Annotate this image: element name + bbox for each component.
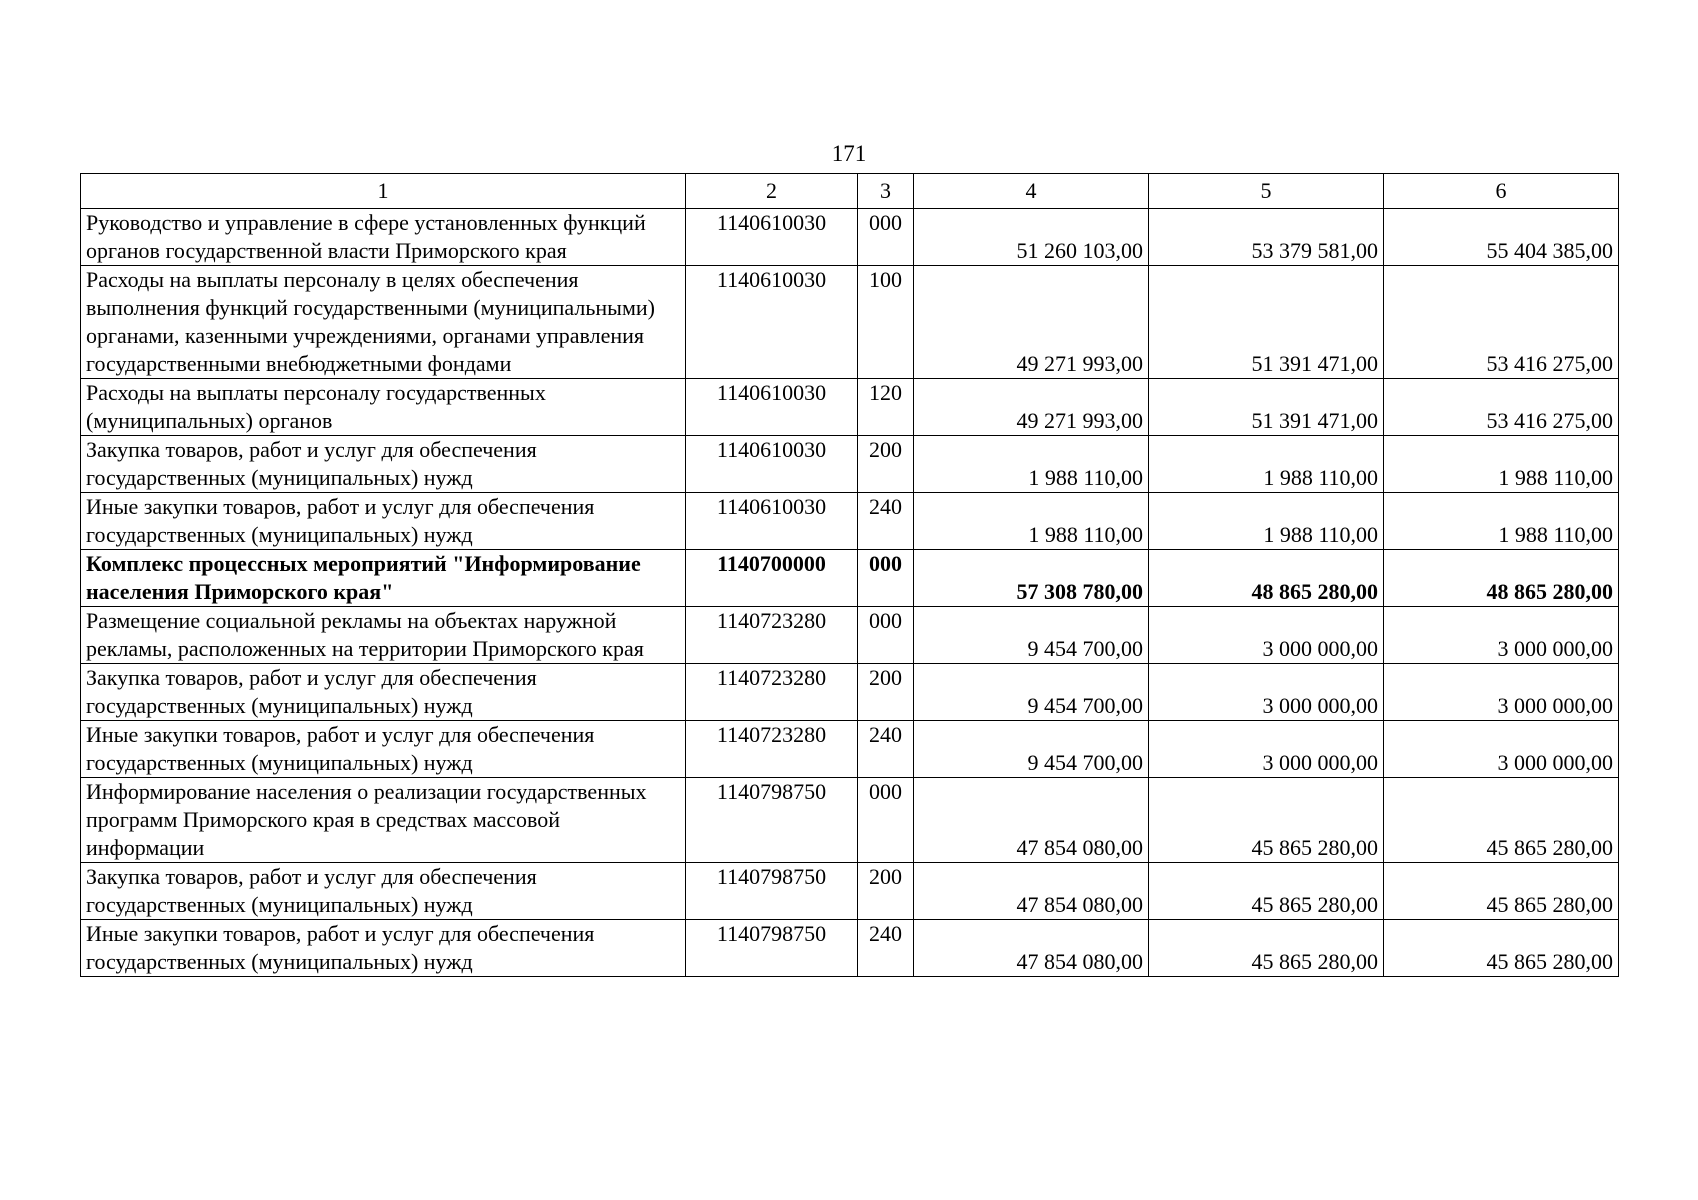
row-amount-col4: 1 988 110,00: [914, 436, 1149, 493]
row-name-cell: Закупка товаров, работ и услуг для обеспечения государственных (муниципальных) нужд: [81, 436, 686, 493]
table-row: [81, 436, 1619, 493]
row-amount-col5: 1 988 110,00: [1149, 493, 1384, 550]
row-amount-col4: 9 454 700,00: [914, 721, 1149, 778]
row-amount-col5: 45 865 280,00: [1149, 920, 1384, 977]
table-row: [81, 209, 1619, 266]
row-amount-col4: 9 454 700,00: [914, 607, 1149, 664]
row-amount-col6: 55 404 385,00: [1384, 209, 1619, 266]
column-header: 1: [81, 174, 686, 209]
row-amount-col6: 3 000 000,00: [1384, 664, 1619, 721]
row-amount-col5: 3 000 000,00: [1149, 664, 1384, 721]
row-name-cell: Комплекс процессных мероприятий "Информирование населения Приморского края": [81, 550, 686, 607]
row-type-cell: 240: [858, 920, 914, 977]
row-amount-col6: 3 000 000,00: [1384, 607, 1619, 664]
row-type-cell: 000: [858, 778, 914, 863]
header-row: [81, 174, 1619, 209]
table-row: [81, 920, 1619, 977]
row-name-cell: Расходы на выплаты персоналу государственных (муниципальных) органов: [81, 379, 686, 436]
row-name-cell: Расходы на выплаты персоналу в целях обеспечения выполнения функций государственными (муниципальными) органами, казенными учреждениями, органами управления государственными внебюджетными фондами: [81, 266, 686, 379]
row-amount-col6: 3 000 000,00: [1384, 721, 1619, 778]
row-amount-col4: 1 988 110,00: [914, 493, 1149, 550]
table-row: [81, 664, 1619, 721]
row-type-cell: 100: [858, 266, 914, 379]
table-row: [81, 493, 1619, 550]
table-row: [81, 863, 1619, 920]
row-amount-col4: 47 854 080,00: [914, 920, 1149, 977]
row-amount-col6: 48 865 280,00: [1384, 550, 1619, 607]
row-amount-col6: 45 865 280,00: [1384, 920, 1619, 977]
row-code-cell: 1140798750: [686, 863, 858, 920]
row-name-cell: Иные закупки товаров, работ и услуг для обеспечения государственных (муниципальных) нужд: [81, 721, 686, 778]
row-amount-col4: 49 271 993,00: [914, 379, 1149, 436]
row-amount-col4: 57 308 780,00: [914, 550, 1149, 607]
table-row: [81, 721, 1619, 778]
row-amount-col5: 1 988 110,00: [1149, 436, 1384, 493]
table-row: [81, 607, 1619, 664]
table-row: [81, 266, 1619, 379]
row-amount-col5: 51 391 471,00: [1149, 379, 1384, 436]
row-amount-col5: 53 379 581,00: [1149, 209, 1384, 266]
row-type-cell: 200: [858, 863, 914, 920]
row-code-cell: 1140798750: [686, 920, 858, 977]
row-type-cell: 000: [858, 209, 914, 266]
row-amount-col6: 1 988 110,00: [1384, 493, 1619, 550]
row-amount-col4: 9 454 700,00: [914, 664, 1149, 721]
table-row: [81, 778, 1619, 863]
column-header: 2: [686, 174, 858, 209]
row-amount-col5: 45 865 280,00: [1149, 863, 1384, 920]
row-name-cell: Размещение социальной рекламы на объектах наружной рекламы, расположенных на территории Приморского края: [81, 607, 686, 664]
row-amount-col4: 47 854 080,00: [914, 778, 1149, 863]
row-type-cell: 200: [858, 436, 914, 493]
row-type-cell: 240: [858, 721, 914, 778]
table-body: [81, 209, 1619, 977]
row-amount-col6: 45 865 280,00: [1384, 778, 1619, 863]
row-amount-col5: 3 000 000,00: [1149, 607, 1384, 664]
row-name-cell: Информирование населения о реализации государственных программ Приморского края в средствах массовой информации: [81, 778, 686, 863]
row-amount-col6: 1 988 110,00: [1384, 436, 1619, 493]
row-code-cell: 1140610030: [686, 266, 858, 379]
row-code-cell: 1140723280: [686, 721, 858, 778]
row-name-cell: Иные закупки товаров, работ и услуг для обеспечения государственных (муниципальных) нужд: [81, 920, 686, 977]
row-amount-col5: 48 865 280,00: [1149, 550, 1384, 607]
row-type-cell: 000: [858, 550, 914, 607]
column-header: 6: [1384, 174, 1619, 209]
row-amount-col4: 49 271 993,00: [914, 266, 1149, 379]
column-header: 5: [1149, 174, 1384, 209]
column-header: 4: [914, 174, 1149, 209]
row-amount-col4: 51 260 103,00: [914, 209, 1149, 266]
row-name-cell: Закупка товаров, работ и услуг для обеспечения государственных (муниципальных) нужд: [81, 664, 686, 721]
row-type-cell: 120: [858, 379, 914, 436]
table-row: [81, 550, 1619, 607]
row-code-cell: 1140723280: [686, 664, 858, 721]
row-type-cell: 240: [858, 493, 914, 550]
row-name-cell: Руководство и управление в сфере установленных функций органов государственной власти Приморского края: [81, 209, 686, 266]
row-amount-col6: 53 416 275,00: [1384, 266, 1619, 379]
row-type-cell: 000: [858, 607, 914, 664]
row-type-cell: 200: [858, 664, 914, 721]
row-amount-col5: 51 391 471,00: [1149, 266, 1384, 379]
row-code-cell: 1140610030: [686, 493, 858, 550]
table-row: [81, 379, 1619, 436]
row-amount-col6: 53 416 275,00: [1384, 379, 1619, 436]
row-code-cell: 1140723280: [686, 607, 858, 664]
row-name-cell: Иные закупки товаров, работ и услуг для обеспечения государственных (муниципальных) нужд: [81, 493, 686, 550]
row-code-cell: 1140610030: [686, 436, 858, 493]
row-code-cell: 1140798750: [686, 778, 858, 863]
page-number: 171: [831, 141, 867, 166]
row-amount-col4: 47 854 080,00: [914, 863, 1149, 920]
row-code-cell: 1140610030: [686, 379, 858, 436]
row-code-cell: 1140610030: [686, 209, 858, 266]
budget-table: [80, 173, 1619, 977]
row-amount-col5: 3 000 000,00: [1149, 721, 1384, 778]
column-header: 3: [858, 174, 914, 209]
row-name-cell: Закупка товаров, работ и услуг для обеспечения государственных (муниципальных) нужд: [81, 863, 686, 920]
row-code-cell: 1140700000: [686, 550, 858, 607]
row-amount-col5: 45 865 280,00: [1149, 778, 1384, 863]
row-amount-col6: 45 865 280,00: [1384, 863, 1619, 920]
